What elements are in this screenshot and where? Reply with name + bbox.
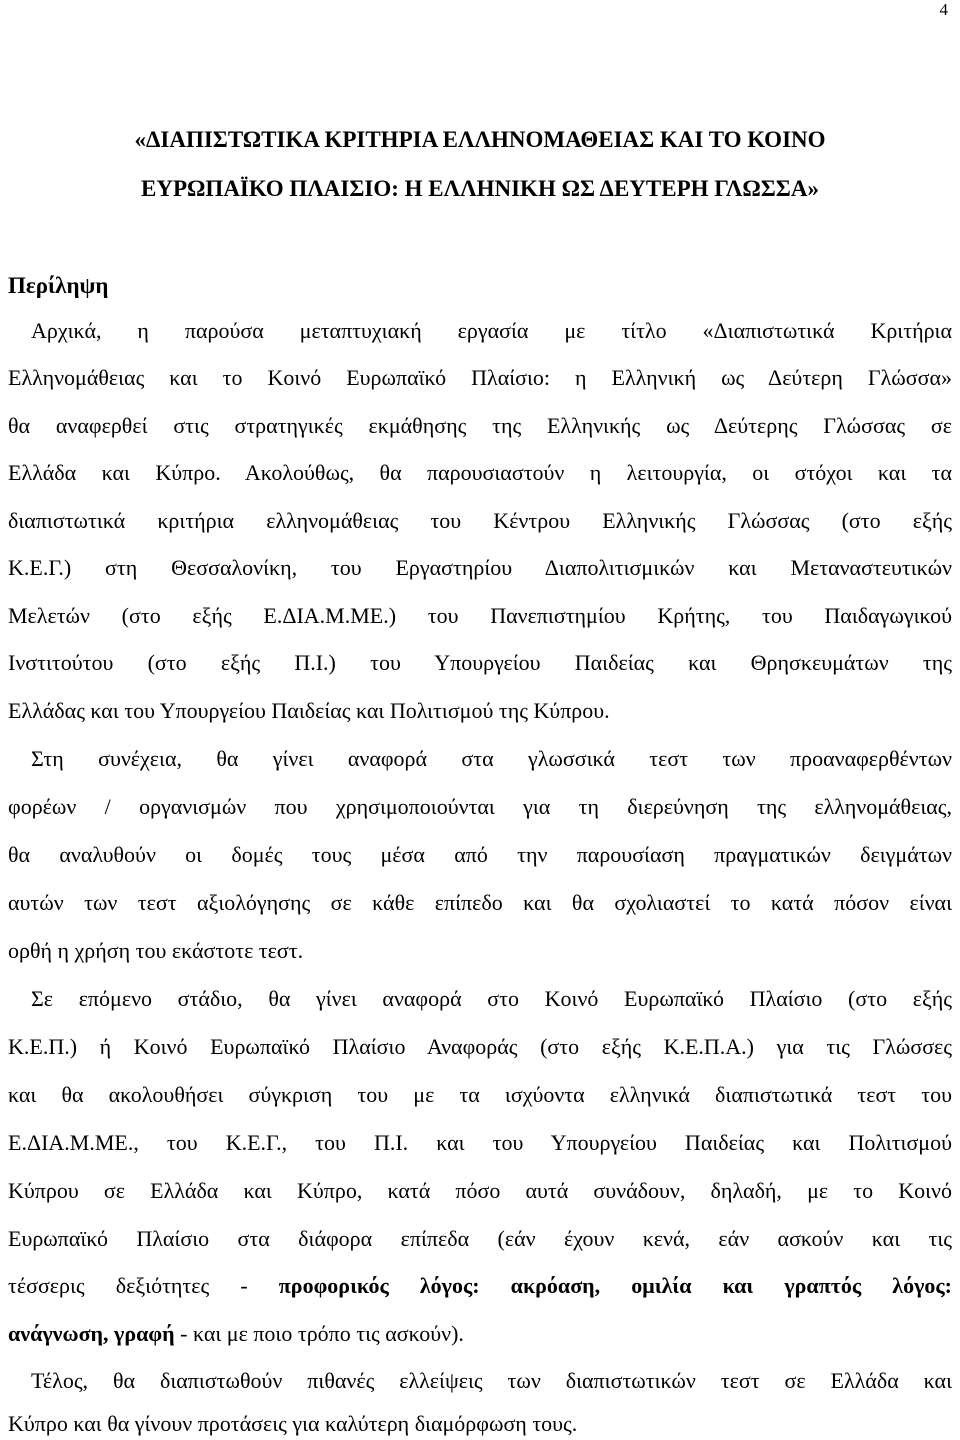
text-line: αυτών των τεστ αξιολόγησης σε κάθε επίπεδο και θα σχολιαστεί το κατά πόσον είναι	[8, 890, 952, 915]
text-line: Στη συνέχεια, θα γίνει αναφορά στα γλωσσικά τεστ των προαναφερθέντων	[31, 746, 952, 771]
text-line: Ευρωπαϊκό Πλαίσιο στα διάφορα επίπεδα (εάν έχουν κενά, εάν ασκούν και τις	[8, 1226, 952, 1251]
text-line: Αρχικά, η παρούσα μεταπτυχιακή εργασία με τίτλο «Διαπιστωτικά Κριτήρια	[31, 318, 952, 343]
page-number: 4	[939, 0, 948, 19]
text-line: Κύπρου σε Ελλάδα και Κύπρο, κατά πόσο αυτά συνάδουν, δηλαδή, με το Κοινό	[8, 1178, 952, 1203]
text-line-mixed	[8, 1320, 952, 1348]
text-line-mixed	[8, 1272, 952, 1300]
text-line: και θα ακολουθήσει σύγκριση του με τα ισχύοντα ελληνικά διαπιστωτικά τεστ του	[8, 1082, 952, 1107]
text-line: θα αναλυθούν οι δομές τους μέσα από την παρουσίαση πραγματικών δειγμάτων	[8, 842, 952, 867]
text-line: φορέων / οργανισμών που χρησιμοποιούνται για τη διερεύνηση της ελληνομάθειας,	[8, 794, 952, 819]
text-line: Τέλος, θα διαπιστωθούν πιθανές ελλείψεις των διαπιστωτικών τεστ σε Ελλάδα και	[31, 1368, 952, 1393]
text-line: θα αναφερθεί στις στρατηγικές εκμάθησης της Ελληνικής ως Δεύτερης Γλώσσας σε	[8, 413, 952, 438]
text-span: - και με ποιο τρόπο τις ασκούν).	[174, 1321, 464, 1346]
bold-text-span: ανάγνωση, γραφή	[8, 1321, 175, 1346]
document-title-line-1: «ΔΙΑΠΙΣΤΩΤΙΚΑ ΚΡΙΤΗΡΙΑ ΕΛΛΗΝΟΜΑΘΕΙΑΣ ΚΑΙ ΤΟ ΚΟΙΝΟ	[134, 127, 826, 152]
text-span: τέσσερις δεξιότητες -	[8, 1273, 279, 1298]
text-line: Ελλάδας και του Υπουργείου Παιδείας και Πολιτισμού της Κύπρου.	[8, 698, 610, 723]
text-line: διαπιστωτικά κριτήρια ελληνομάθειας του Κέντρου Ελληνικής Γλώσσας (στο εξής	[8, 508, 952, 533]
text-line: Ινστιτούτου (στο εξής Π.Ι.) του Υπουργείου Παιδείας και Θρησκευμάτων της	[8, 650, 952, 675]
text-line: Μελετών (στο εξής Ε.ΔΙΑ.Μ.ΜΕ.) του Πανεπιστημίου Κρήτης, του Παιδαγωγικού	[8, 603, 952, 628]
text-line: Ελληνομάθειας και το Κοινό Ευρωπαϊκό Πλαίσιο: η Ελληνική ως Δεύτερη Γλώσσα»	[8, 365, 952, 390]
text-line: ορθή η χρήση του εκάστοτε τεστ.	[8, 938, 304, 963]
bold-text-span: προφορικός λόγος: ακρόαση, ομιλία και γραπτός λόγος:	[278, 1273, 952, 1298]
abstract-heading: Περίληψη	[8, 273, 109, 298]
text-line: Κύπρο και θα γίνουν προτάσεις για καλύτερη διαμόρφωση τους.	[8, 1411, 578, 1436]
text-line: Κ.Ε.Γ.) στη Θεσσαλονίκη, του Εργαστηρίου Διαπολιτισμικών και Μεταναστευτικών	[8, 555, 952, 580]
text-line: Ε.ΔΙΑ.Μ.ΜΕ., του Κ.Ε.Γ., του Π.Ι. και του Υπουργείου Παιδείας και Πολιτισμού	[8, 1130, 952, 1155]
text-line: Κ.Ε.Π.) ή Κοινό Ευρωπαϊκό Πλαίσιο Αναφοράς (στο εξής Κ.Ε.Π.Α.) για τις Γλώσσες	[8, 1034, 952, 1059]
text-line: Ελλάδα και Κύπρο. Ακολούθως, θα παρουσιαστούν η λειτουργία, οι στόχοι και τα	[8, 460, 952, 485]
document-title-line-2: ΕΥΡΩΠΑΪΚΟ ΠΛΑΙΣΙΟ: Η ΕΛΛΗΝΙΚΗ ΩΣ ΔΕΥΤΕΡΗ ΓΛΩΣΣΑ»	[141, 176, 819, 201]
text-line: Σε επόμενο στάδιο, θα γίνει αναφορά στο Κοινό Ευρωπαϊκό Πλαίσιο (στο εξής	[31, 986, 952, 1011]
